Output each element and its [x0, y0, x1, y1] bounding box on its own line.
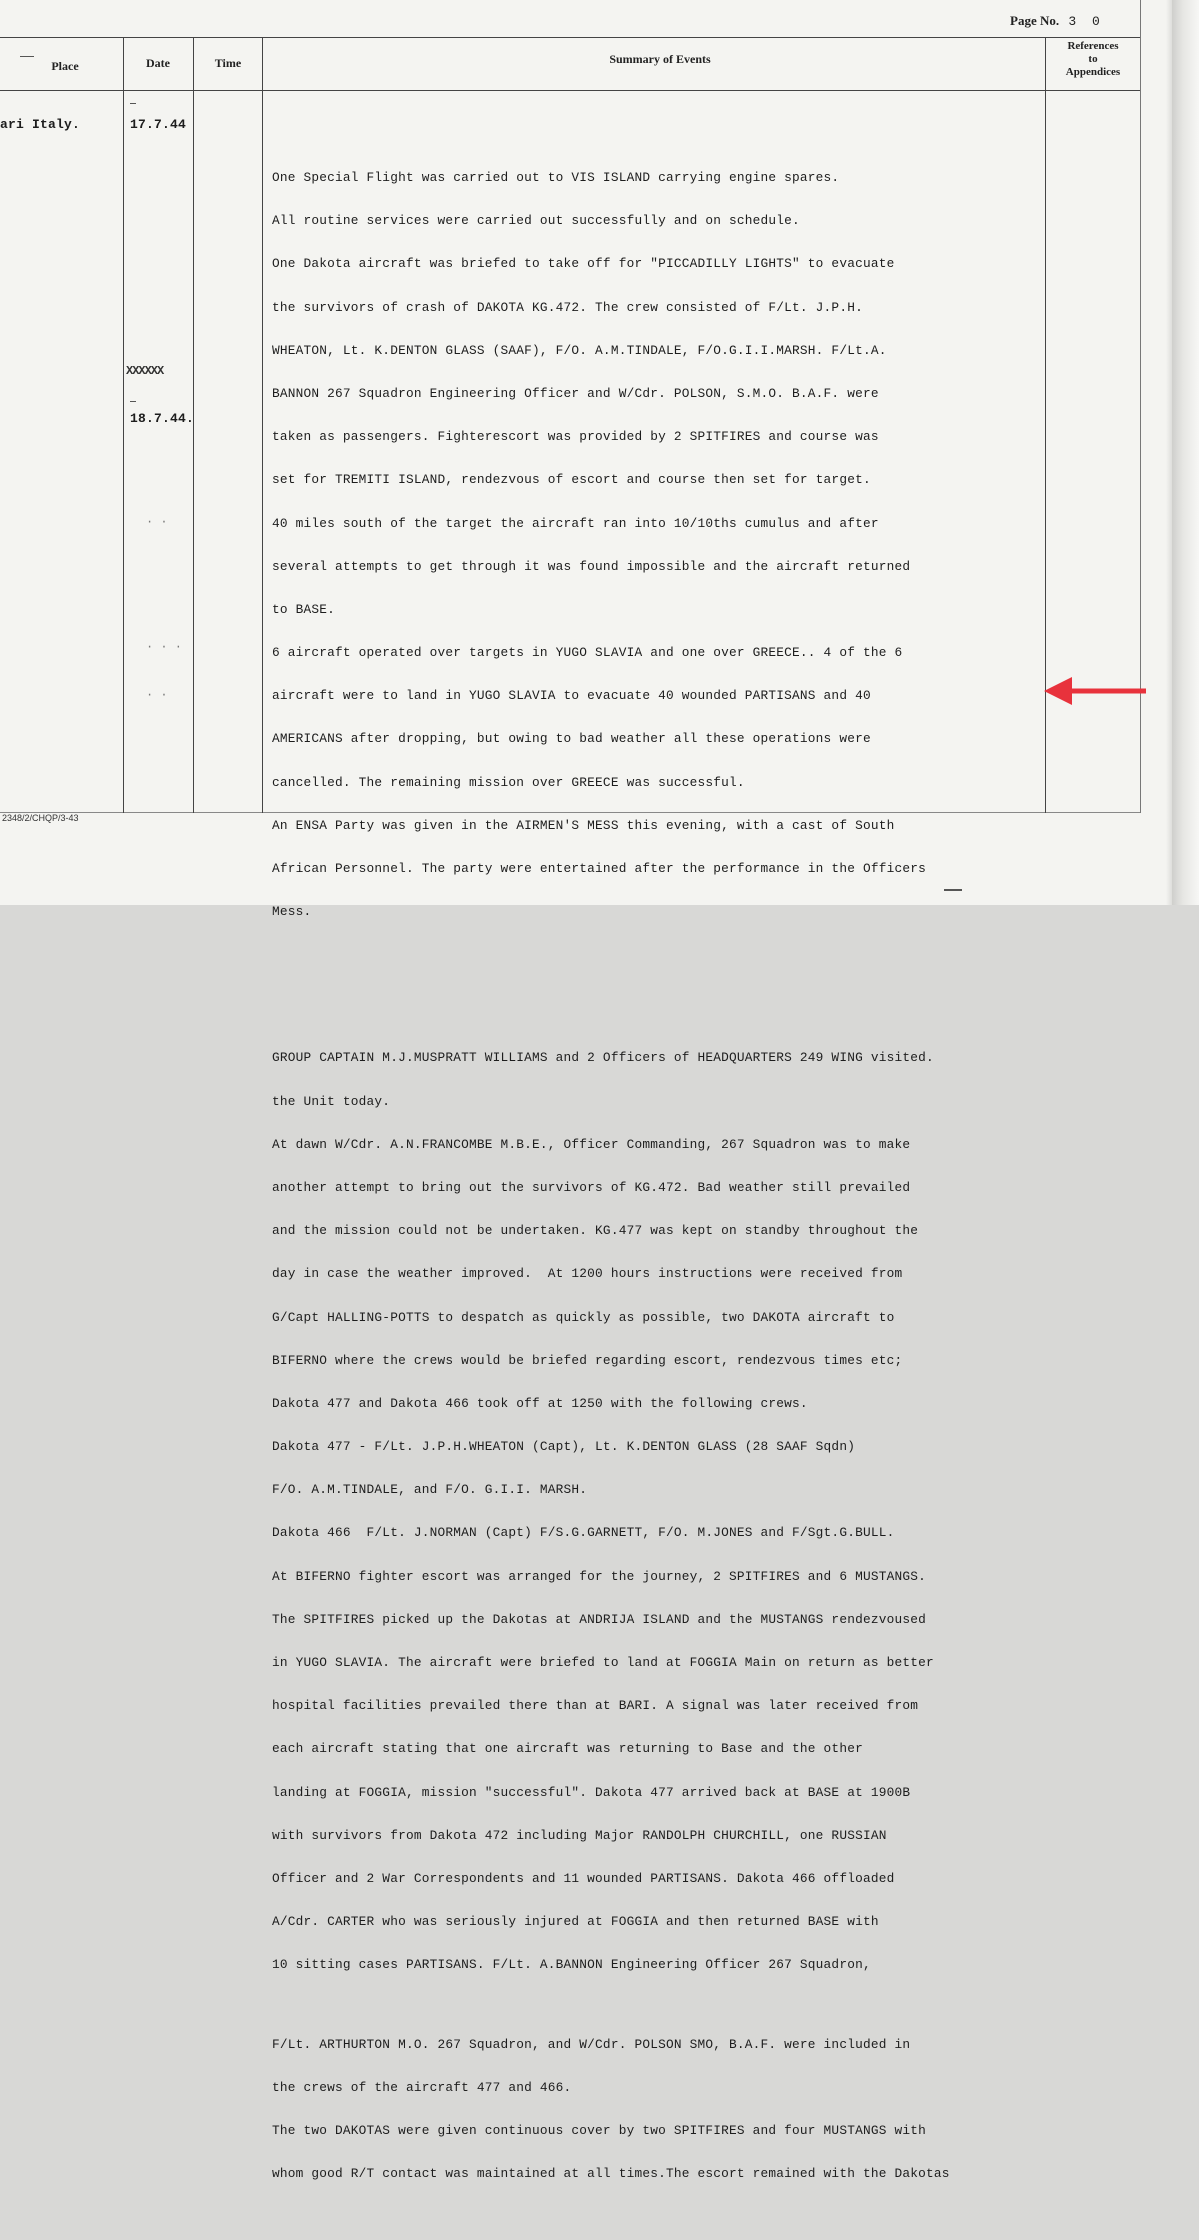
- entry-line: BANNON 267 Squadron Engineering Officer and W/Cdr. POLSON, S.M.O. B.A.F. were: [272, 385, 879, 401]
- entry-line: WHEATON, Lt. K.DENTON GLASS (SAAF), F/O. A.M.TINDALE, F/O.G.I.I.MARSH. F/Lt.A.: [272, 342, 887, 358]
- entry-line: day in case the weather improved. At 1200 hours instructions were received from: [272, 1266, 903, 1282]
- entry-line: set for TREMITI ISLAND, rendezvous of escort and course then set for target.: [272, 472, 871, 488]
- entry-line: the crews of the aircraft 477 and 466.: [272, 2079, 572, 2095]
- time-column-dots: · · ·: [146, 640, 183, 654]
- pen-mark: [130, 401, 136, 402]
- place-entry: ari Italy.: [0, 117, 81, 132]
- entry-line: several attempts to get through it was found impossible and the aircraft returned: [272, 558, 911, 574]
- entry-line: At BIFERNO fighter escort was arranged for the journey, 2 SPITFIRES and 6 MUSTANGS.: [272, 1568, 926, 1584]
- header-references-line: to: [1088, 53, 1098, 65]
- entry-line: GROUP CAPTAIN M.J.MUSPRATT WILLIAMS and 2 Officers of HEADQUARTERS 249 WING visited.: [272, 1050, 934, 1066]
- entry-line: 6 aircraft operated over targets in YUGO SLAVIA and one over GREECE.. 4 of the 6: [272, 645, 903, 661]
- header-place: Place: [51, 59, 79, 73]
- col-rule-time: [262, 37, 263, 813]
- entry-line: F/O. A.M.TINDALE, and F/O. G.I.I. MARSH.: [272, 1482, 588, 1498]
- entry-line: F/Lt. ARTHURTON M.O. 267 Squadron, and W/Cdr. POLSON SMO, B.A.F. were included in: [272, 2036, 911, 2052]
- entry-line: G/Capt HALLING-POTTS to despatch as quickly as possible, two DAKOTA aircraft to: [272, 1309, 895, 1325]
- entry-line: 10 sitting cases PARTISANS. F/Lt. A.BANNON Engineering Officer 267 Squadron,: [272, 1957, 871, 1973]
- entry-line: with survivors from Dakota 472 including Major RANDOLPH CHURCHILL, one RUSSIAN: [272, 1827, 887, 1843]
- entry-line: taken as passengers. Fighterescort was provided by 2 SPITFIRES and course was: [272, 429, 879, 445]
- entry-line: The two DAKOTAS were given continuous cover by two SPITFIRES and four MUSTANGS with: [272, 2122, 926, 2138]
- entry-18-july: [272, 1021, 950, 2210]
- pen-mark: [130, 103, 136, 104]
- header-time: Time: [214, 56, 242, 70]
- entry-line: to BASE.: [272, 601, 336, 617]
- entry-line: whom good R/T contact was maintained at all times.The escort remained with the Dakotas: [272, 2166, 950, 2182]
- entry-line: and the mission could not be undertaken. KG.477 was kept on standby throughout the: [272, 1223, 919, 1239]
- header-bottom-rule: [0, 90, 1140, 91]
- page-label: Page No.: [1010, 13, 1060, 28]
- entry-line: All routine services were carried out successfully and on schedule.: [272, 213, 800, 229]
- date-entry-first: 17.7.44: [130, 117, 187, 132]
- time-column-dots: · ·: [146, 515, 168, 529]
- entry-line: Dakota 477 and Dakota 466 took off at 1250 with the following crews.: [272, 1395, 808, 1411]
- entry-line: aircraft were to land in YUGO SLAVIA to evacuate 40 wounded PARTISANS and 40: [272, 688, 871, 704]
- entry-line: another attempt to bring out the survivors of KG.472. Bad weather still prevailed: [272, 1179, 911, 1195]
- header-references-line: References: [1067, 40, 1119, 52]
- entry-line: cancelled. The remaining mission over GREECE was successful.: [272, 774, 745, 790]
- red-arrow-icon: [1042, 673, 1152, 709]
- date-entry-second: 18.7.44.: [130, 411, 195, 426]
- entry-line: Dakota 466 F/Lt. J.NORMAN (Capt) F/S.G.GARNETT, F/O. M.JONES and F/Sgt.G.BULL.: [272, 1525, 895, 1541]
- entry-line: BIFERNO where the crews would be briefed regarding escort, rendezvous times etc;: [272, 1352, 903, 1368]
- entry-line: Officer and 2 War Correspondents and 11 wounded PARTISANS. Dakota 466 offloaded: [272, 1870, 895, 1886]
- entry-line: 40 miles south of the target the aircraft ran into 10/10ths cumulus and after: [272, 515, 879, 531]
- entry-line: Dakota 477 - F/Lt. J.P.H.WHEATON (Capt), Lt. K.DENTON GLASS (28 SAAF Sqdn): [272, 1439, 856, 1455]
- header-date: Date: [146, 56, 170, 70]
- entry-line: The SPITFIRES picked up the Dakotas at ANDRIJA ISLAND and the MUSTANGS rendezvoused: [272, 1611, 926, 1627]
- col-rule-place: [123, 37, 124, 813]
- entry-line: Mess.: [272, 904, 312, 920]
- struck-out-entry: XXXXXX: [126, 364, 164, 378]
- entry-line: At dawn W/Cdr. A.N.FRANCOMBE M.B.E., Officer Commanding, 267 Squadron was to make: [272, 1136, 911, 1152]
- header-summary: Summary of Events: [609, 52, 711, 66]
- entry-17-july: [272, 141, 950, 948]
- entry-line: the Unit today.: [272, 1093, 391, 1109]
- pen-mark: [20, 56, 34, 57]
- entry-line: An ENSA Party was given in the AIRMEN'S MESS this evening, with a cast of South: [272, 817, 895, 833]
- pen-mark: [944, 889, 962, 891]
- entry-line: hospital facilities prevailed there than at BARI. A signal was later received from: [272, 1698, 919, 1714]
- header-references: [1050, 40, 1136, 79]
- binder-edge: [1172, 0, 1199, 905]
- entry-line: the survivors of crash of DAKOTA KG.472. The crew consisted of F/Lt. J.P.H.: [272, 299, 863, 315]
- entry-line: landing at FOGGIA, mission "successful". Dakota 477 arrived back at BASE at 1900B: [272, 1784, 911, 1800]
- entry-line: A/Cdr. CARTER who was seriously injured at FOGGIA and then returned BASE with: [272, 1914, 879, 1930]
- header-top-rule: [0, 37, 1140, 38]
- entry-line: African Personnel. The party were entertained after the performance in the Officers: [272, 861, 926, 876]
- entry-line: [272, 2002, 950, 2008]
- entry-line: each aircraft stating that one aircraft was returning to Base and the other: [272, 1741, 863, 1757]
- entry-line: One Dakota aircraft was briefed to take off for "PICCADILLY LIGHTS" to evacuate: [272, 256, 895, 272]
- page-number: [1010, 13, 1104, 29]
- header-references-line: Appendices: [1065, 66, 1121, 78]
- summary-of-events: [272, 111, 950, 2240]
- entry-line: AMERICANS after dropping, but owing to bad weather all these operations were: [272, 731, 871, 747]
- form-reference: 2348/2/CHQP/3-43: [2, 813, 79, 823]
- entry-line: in YUGO SLAVIA. The aircraft were briefed to land at FOGGIA Main on return as better: [272, 1655, 934, 1670]
- page-number-value: 3 0: [1068, 14, 1104, 29]
- entry-line: One Special Flight was carried out to VIS ISLAND carrying engine spares.: [272, 170, 840, 185]
- time-column-dots: · ·: [146, 688, 168, 702]
